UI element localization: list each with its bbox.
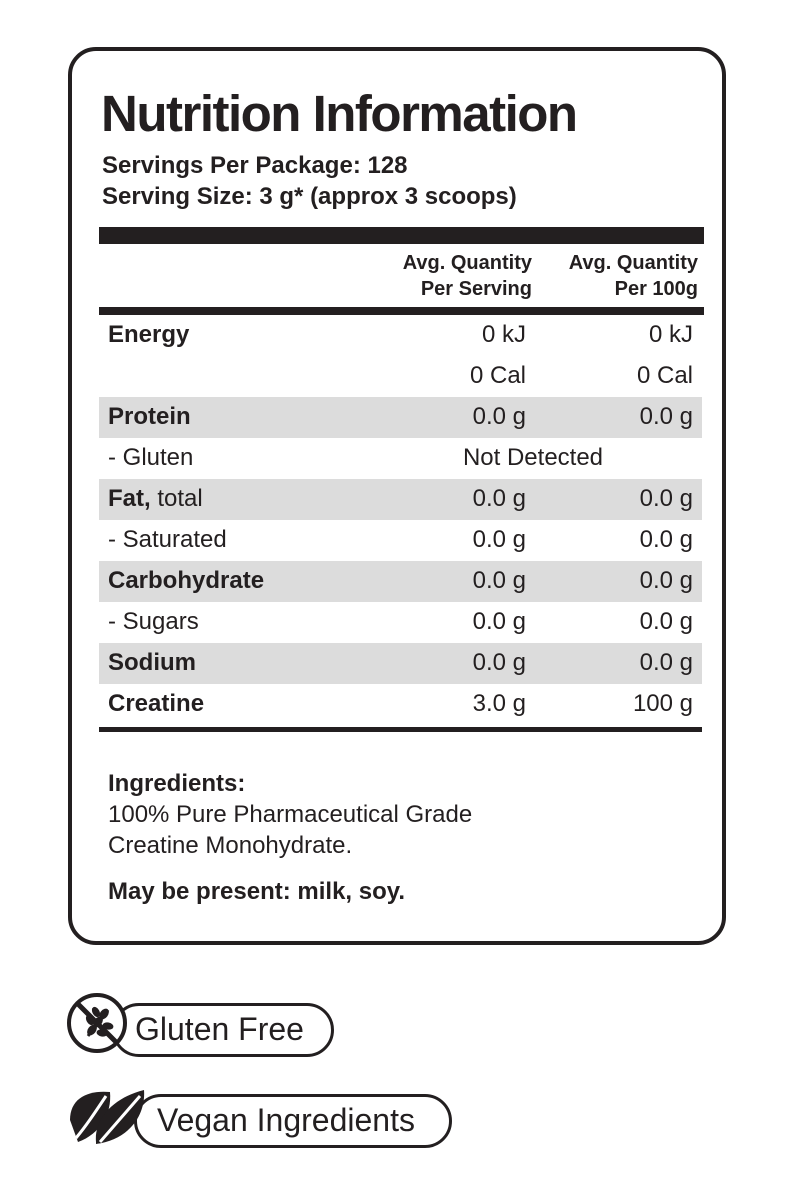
table-row xyxy=(99,602,702,643)
panel-title: Nutrition Information xyxy=(101,85,577,142)
table-row xyxy=(99,643,702,684)
gluten-free-badge xyxy=(112,1003,334,1057)
per-serving-value: 0.0 g xyxy=(472,649,526,676)
column-header-line: Per 100g xyxy=(614,278,698,300)
nutrient-label: Carbohydrate xyxy=(108,567,265,594)
column-header-line: Per Serving xyxy=(420,278,532,300)
ingredients-text: 100% Pure Pharmaceutical Grade xyxy=(108,801,473,828)
per-serving-value: 0.0 g xyxy=(472,403,526,430)
column-header-line: Avg. Quantity xyxy=(402,252,532,274)
serving-info xyxy=(102,150,517,212)
column-header-line: Avg. Quantity xyxy=(568,252,698,274)
ingredients-text: Creatine Monohydrate. xyxy=(108,832,353,859)
per-serving-value: 3.0 g xyxy=(472,690,526,717)
per-100g-value: 0.0 g xyxy=(639,649,693,676)
nutrient-label: Energy xyxy=(108,321,190,348)
nutrient-label-bold: Fat, xyxy=(108,485,151,512)
table-row xyxy=(99,356,702,397)
nutrient-label: Creatine xyxy=(108,690,205,717)
per-serving-value: 0.0 g xyxy=(472,567,526,594)
allergen-statement: May be present: milk, soy. xyxy=(108,878,405,905)
nutrient-label: - Saturated xyxy=(108,526,227,553)
nutrition-table xyxy=(99,315,702,725)
nutrient-label xyxy=(108,485,203,513)
spanning-value: Not Detected xyxy=(462,444,604,471)
nutrient-label: Protein xyxy=(108,403,191,430)
table-row xyxy=(99,561,702,602)
column-header-per-100g xyxy=(520,250,698,302)
ingredients-heading: Ingredients: xyxy=(108,770,246,797)
no-gluten-icon xyxy=(66,992,128,1054)
per-100g-value: 0 kJ xyxy=(648,321,693,348)
nutrient-label: Sodium xyxy=(108,649,196,676)
table-row xyxy=(99,520,702,561)
vegan-badge xyxy=(134,1094,452,1148)
per-serving-value: 0 kJ xyxy=(481,321,526,348)
table-row xyxy=(99,684,702,725)
table-bottom-rule xyxy=(99,727,702,732)
servings-per-package: Servings Per Package: 128 xyxy=(102,152,408,179)
table-row xyxy=(99,315,702,356)
per-100g-value: 0.0 g xyxy=(639,403,693,430)
per-100g-value: 0.0 g xyxy=(639,485,693,512)
leaf-icon xyxy=(66,1086,148,1148)
vegan-label: Vegan Ingredients xyxy=(157,1102,415,1138)
serving-size: Serving Size: 3 g* (approx 3 scoops) xyxy=(102,183,517,210)
nutrient-label-rest: total xyxy=(150,485,203,512)
nutrient-label: - Sugars xyxy=(108,608,199,635)
table-row xyxy=(99,438,702,479)
gluten-free-label: Gluten Free xyxy=(135,1011,304,1047)
table-row xyxy=(99,397,702,438)
column-header-per-serving xyxy=(340,250,532,302)
per-serving-value: 0.0 g xyxy=(472,608,526,635)
per-100g-value: 0.0 g xyxy=(639,567,693,594)
ingredients-block xyxy=(108,768,472,861)
table-row xyxy=(99,479,702,520)
per-100g-value: 100 g xyxy=(632,690,693,717)
column-header-rule xyxy=(99,307,704,315)
per-serving-value: 0.0 g xyxy=(472,485,526,512)
per-100g-value: 0 Cal xyxy=(636,362,693,389)
header-rule xyxy=(99,227,704,244)
per-100g-value: 0.0 g xyxy=(639,526,693,553)
per-100g-value: 0.0 g xyxy=(639,608,693,635)
per-serving-value: 0 Cal xyxy=(469,362,526,389)
nutrient-label: - Gluten xyxy=(108,444,194,471)
per-serving-value: 0.0 g xyxy=(472,526,526,553)
